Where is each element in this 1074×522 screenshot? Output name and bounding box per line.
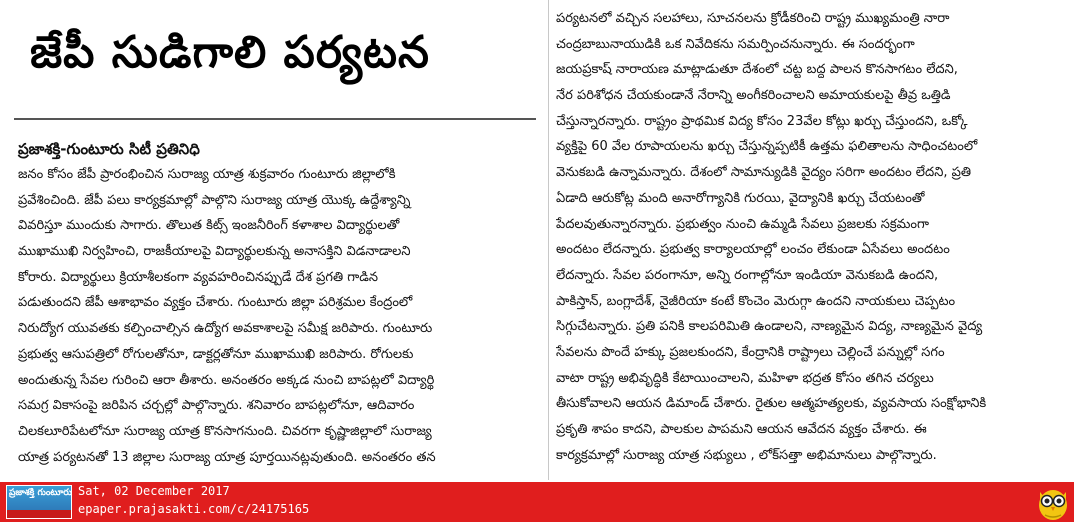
article-line: అందటం లేదన్నారు. ప్రభుత్వ కార్యాలయాల్లో లంచం లేకుండా ఏసేవలు అందటం [556, 242, 950, 258]
article-line: జయప్రకాష్ నారాయణ మాట్లాడుతూ దేశంలో చట్ట బద్ద పాలన కొనసాగటం లేదని, [556, 62, 958, 78]
article-line: నేర పరిశోధన చేయకుండానే నేరాన్ని అంగీకరించాలని అమాయకులపై తీవ్ర ఒత్తిడి [556, 88, 951, 104]
epaper-link[interactable]: epaper.prajasakti.com/c/24175165 [78, 502, 310, 516]
article-line: కోరారు. విద్యార్థులు క్రియాశీలకంగా వ్యవహరించినప్పుడే దేశ ప్రగతి గాడిన [18, 269, 378, 285]
headline-rule [14, 118, 536, 120]
article-line: ఏడాది ఆరుకోట్ల మంది అనారోగ్యానికి గురయి, వైద్యానికి ఖర్చు చేయటంతో [556, 190, 925, 206]
article-line: వాటా రాష్ట్ర అభివృద్ధికి కేటాయించాలని, మహిళా భద్రత కోసం తగిన చర్యలు [556, 370, 934, 386]
article-line: వివరిస్తూ ముందుకు సాగారు. తొలుత కిట్స్ ఇంజనీరింగ్ కళాశాల విద్యార్థులతో [18, 218, 400, 234]
article-line: సమగ్ర వికాసంపై జరిపిన చర్చల్లో పాల్గొన్నారు. శనివారం బాపట్లలోనూ, ఆదివారం [18, 398, 415, 414]
article-line: ప్రకృతి శాపం కాదని, పాలకుల పాపమని ఆయన ఆవేదన వ్యక్తం చేశారు. ఈ [556, 422, 927, 437]
logo-text: ప్రజాశక్తి గుంటూరు [9, 488, 72, 498]
article-line: పాకిస్తాన్, బంగ్లాదేశ్, నైజీరియా కంటే కొంచెం మెరుగ్గా ఉందని నాయకులు చెప్పటం [556, 293, 956, 309]
article-line: సేవలను పొందే హక్కు ప్రజలకుందని, కేంద్రానికి రాష్ట్రాలు చెల్లించే పన్నుల్లో సగం [556, 344, 945, 360]
article-line: ప్రవేశించింది. జేపీ పలు కార్యక్రమాల్లో పాల్గొని సురాజ్య యాత్ర యొక్క ఉద్దేశ్యాన్ని [18, 192, 411, 208]
article-line: కార్యక్రమాల్లో సురాజ్య యాత్ర సభ్యులు , లోక్‌సత్తా అభిమానులు పాల్గొన్నారు. [556, 447, 937, 463]
footer-bar [0, 482, 1074, 522]
article-line: సిగ్గుచేటన్నారు. ప్రతి పనికి కాలపరిమితి ఉండాలని, నాణ్యమైన విద్య, నాణ్యమైన వైద్య [556, 319, 983, 335]
article-line: జనం కోసం జేపీ ప్రారంభించిన సురాజ్య యాత్ర శుక్రవారం గుంటూరు జిల్లాలోకి [18, 167, 396, 182]
left-column [18, 162, 532, 470]
article-line: చంద్రబాబునాయుడికి ఒక నివేదికను సమర్పించనున్నారు. ఈ సందర్భంగా [556, 36, 915, 52]
publish-date: Sat, 02 December 2017 [78, 484, 230, 498]
article-line: పర్యటనలో వచ్చిన సలహాలు, సూచనలను క్రోడీకరించి రాష్ట్ర ముఖ్యమంత్రి నారా [556, 11, 950, 26]
article-line: నిరుద్యోగ యువతకు కల్పించాల్సిన ఉద్యోగ అవకాశాలపై సమీక్ష జరిపారు. గుంటూరు [18, 321, 433, 337]
article-line: పడుతుందని జేపీ ఆశాభావం వ్యక్తం చేశారు. గుంటూరు జిల్లా పరిశ్రమల కేంద్రంలో [18, 295, 413, 311]
article-line: వెనుకబడి ఉన్నామన్నారు. దేశంలో సామాన్యుడికి వైద్యం సరిగా అందటం లేదని, ప్రతి [556, 165, 971, 181]
article-line: ముఖాముఖి నిర్వహించి, రాజకీయాలపై విద్యార్థులకున్న అనాసక్తిని విడనాడాలని [18, 244, 411, 260]
owl-icon[interactable] [1036, 482, 1070, 522]
logo-strip [7, 510, 71, 518]
article-line: పేదలవుతున్నారన్నారు. ప్రభుత్వం నుంచి ఉమ్మడి సేవలు ప్రజలకు సక్రమంగా [556, 216, 929, 232]
article-line: చేస్తున్నారన్నారు. రాష్ట్రం ప్రాథమిక విద్య కోసం 23వేల కోట్లు ఖర్చు చేస్తుందని, ఒక్కో [556, 113, 968, 129]
right-column [556, 6, 1062, 468]
byline: ప్రజాశక్తి-గుంటూరు సిటీ ప్రతినిధి [18, 140, 200, 158]
article-line: వ్యక్తిపై 60 వేల రూపాయలను ఖర్చు చేస్తున్నప్పటికీ ఉత్తమ ఫలితాలను సాధించటంలో [556, 139, 978, 155]
headline: జేపీ సుడిగాలి పర్యటన [30, 27, 430, 78]
article-line: తీసుకోవాలని ఆయన డిమాండ్ చేశారు. రైతుల ఆత్మహత్యలకు, వ్యవసాయ సంక్షోభానికి [556, 396, 987, 412]
article-line: అందుతున్న సేవల గురించి ఆరా తీశారు. అనంతరం అక్కడ నుంచి బాపట్లలో విద్యార్థి [18, 372, 435, 388]
article-line: యాత్ర పర్యటనతో 13 జిల్లాల సురాజ్య యాత్ర పూర్తయినట్లవుతుంది. అనంతరం తన [18, 449, 436, 465]
article-line: ప్రభుత్వ ఆసుపత్రిలో రోగులతోనూ, డాక్టర్లతోనూ ముఖాముఖి జరిపారు. రోగులకు [18, 346, 414, 362]
article-line: చిలకలూరిపేటలోనూ సురాజ్య యాత్ర కొనసాగనుంది. చివరగా కృష్ణాజిల్లాలో సురాజ్య [18, 423, 432, 439]
column-divider [548, 0, 549, 480]
publisher-logo[interactable] [6, 485, 72, 519]
article-line: లేదన్నారు. సేవల పరంగానూ, అన్ని రంగాల్లోనూ ఇండియా వెనుకబడి ఉందని, [556, 267, 939, 283]
